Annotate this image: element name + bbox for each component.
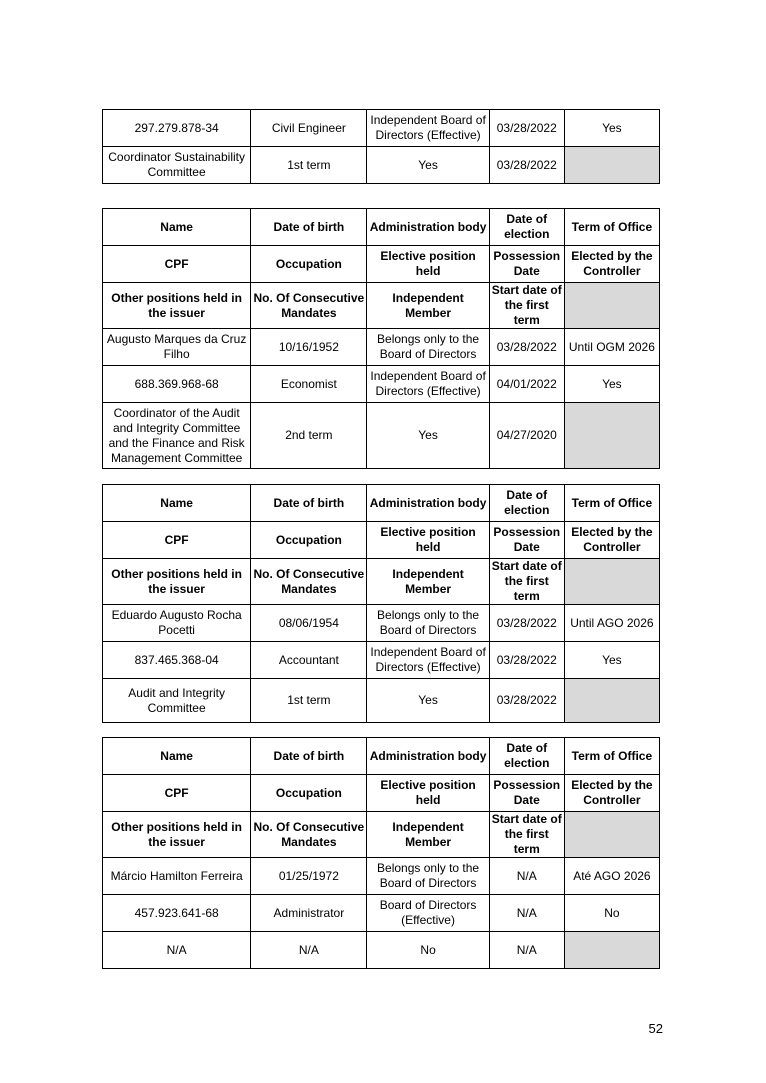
empty-gray-cell: [564, 812, 659, 858]
table-row: [103, 366, 660, 403]
administration-body-cell: Belongs only to the Board of Directors: [367, 858, 489, 895]
mandates-cell: 2nd term: [251, 403, 367, 469]
cpf-cell: 457.923.641-68: [103, 895, 251, 932]
date-of-election-cell: 03/28/2022: [489, 605, 564, 642]
name-cell: Eduardo Augusto Rocha Pocetti: [103, 605, 251, 642]
header-independent-member: Independent Member: [367, 559, 489, 605]
header-name: Name: [103, 485, 251, 522]
board-member-table-3: [102, 484, 660, 723]
header-elected-by-controller: Elected by the Controller: [564, 522, 659, 559]
start-date-cell: N/A: [489, 932, 564, 969]
board-member-table-4: [102, 737, 660, 969]
header-term-of-office: Term of Office: [564, 738, 659, 775]
header-consecutive-mandates: No. Of Consecutive Mandates: [251, 812, 367, 858]
date-of-election-cell: N/A: [489, 858, 564, 895]
date-of-birth-cell: 01/25/1972: [251, 858, 367, 895]
table-row: [103, 858, 660, 895]
cpf-cell: 688.369.968-68: [103, 366, 251, 403]
header-row: [103, 485, 660, 522]
administration-body-cell: Belongs only to the Board of Directors: [367, 605, 489, 642]
board-member-table-2: [102, 208, 660, 469]
header-independent-member: Independent Member: [367, 283, 489, 329]
date-of-birth-cell: 10/16/1952: [251, 329, 367, 366]
header-cpf: CPF: [103, 775, 251, 812]
header-start-date: Start date of the first term: [489, 283, 564, 329]
elected-by-controller-cell: Yes: [564, 642, 659, 679]
header-date-of-birth: Date of birth: [251, 738, 367, 775]
header-date-of-birth: Date of birth: [251, 485, 367, 522]
header-possession-date: Possession Date: [489, 775, 564, 812]
header-date-of-election: Date of election: [489, 209, 564, 246]
term-of-office-cell: Até AGO 2026: [564, 858, 659, 895]
table-row: [103, 110, 660, 147]
elected-by-controller-cell: No: [564, 895, 659, 932]
possession-date-cell: 03/28/2022: [489, 642, 564, 679]
header-administration-body: Administration body: [367, 209, 489, 246]
header-elective-position: Elective position held: [367, 522, 489, 559]
empty-gray-cell: [564, 932, 659, 969]
occupation-cell: Administrator: [251, 895, 367, 932]
table-row: [103, 895, 660, 932]
position-cell: Independent Board of Directors (Effective): [367, 110, 489, 147]
empty-gray-cell: [564, 679, 659, 723]
occupation-cell: Civil Engineer: [251, 110, 367, 147]
occupation-cell: Economist: [251, 366, 367, 403]
table-row: [103, 932, 660, 969]
header-elected-by-controller: Elected by the Controller: [564, 246, 659, 283]
page-number: 52: [648, 1021, 663, 1036]
header-occupation: Occupation: [251, 246, 367, 283]
board-member-table-1: [102, 109, 660, 184]
date-of-birth-cell: 08/06/1954: [251, 605, 367, 642]
header-name: Name: [103, 738, 251, 775]
start-date-cell: 03/28/2022: [489, 679, 564, 723]
name-cell: Augusto Marques da Cruz Filho: [103, 329, 251, 366]
header-other-positions: Other positions held in the issuer: [103, 283, 251, 329]
table-row: [103, 642, 660, 679]
independent-member-cell: Yes: [367, 679, 489, 723]
other-positions-cell: Audit and Integrity Committee: [103, 679, 251, 723]
other-positions-cell: N/A: [103, 932, 251, 969]
empty-gray-cell: [564, 403, 659, 469]
position-cell: Independent Board of Directors (Effective): [367, 366, 489, 403]
header-term-of-office: Term of Office: [564, 209, 659, 246]
header-consecutive-mandates: No. Of Consecutive Mandates: [251, 559, 367, 605]
start-date-cell: 03/28/2022: [489, 147, 564, 184]
independent-member-cell: No: [367, 932, 489, 969]
header-elected-by-controller: Elected by the Controller: [564, 775, 659, 812]
header-independent-member: Independent Member: [367, 812, 489, 858]
cpf-cell: 297.279.878-34: [103, 110, 251, 147]
header-elective-position: Elective position held: [367, 775, 489, 812]
header-start-date: Start date of the first term: [489, 812, 564, 858]
header-date-of-election: Date of election: [489, 738, 564, 775]
occupation-cell: Accountant: [251, 642, 367, 679]
table-row: [103, 605, 660, 642]
administration-body-cell: Belongs only to the Board of Directors: [367, 329, 489, 366]
header-term-of-office: Term of Office: [564, 485, 659, 522]
other-positions-cell: Coordinator Sustainability Committee: [103, 147, 251, 184]
header-row: [103, 209, 660, 246]
empty-gray-cell: [564, 283, 659, 329]
header-elective-position: Elective position held: [367, 246, 489, 283]
term-of-office-cell: Until AGO 2026: [564, 605, 659, 642]
header-other-positions: Other positions held in the issuer: [103, 559, 251, 605]
table-row: [103, 147, 660, 184]
name-cell: Márcio Hamilton Ferreira: [103, 858, 251, 895]
mandates-cell: N/A: [251, 932, 367, 969]
header-possession-date: Possession Date: [489, 522, 564, 559]
possession-date-cell: N/A: [489, 895, 564, 932]
term-of-office-cell: Until OGM 2026: [564, 329, 659, 366]
empty-gray-cell: [564, 147, 659, 184]
header-row: [103, 246, 660, 283]
date-of-election-cell: 03/28/2022: [489, 329, 564, 366]
header-consecutive-mandates: No. Of Consecutive Mandates: [251, 283, 367, 329]
header-date-of-election: Date of election: [489, 485, 564, 522]
header-row: [103, 812, 660, 858]
header-cpf: CPF: [103, 522, 251, 559]
position-cell: Board of Directors (Effective): [367, 895, 489, 932]
header-occupation: Occupation: [251, 775, 367, 812]
table-row: [103, 329, 660, 366]
mandates-cell: 1st term: [251, 679, 367, 723]
cpf-cell: 837.465.368-04: [103, 642, 251, 679]
mandates-cell: 1st term: [251, 147, 367, 184]
header-other-positions: Other positions held in the issuer: [103, 812, 251, 858]
header-row: [103, 559, 660, 605]
elected-by-controller-cell: Yes: [564, 110, 659, 147]
possession-date-cell: 04/01/2022: [489, 366, 564, 403]
independent-member-cell: Yes: [367, 147, 489, 184]
table-row: [103, 679, 660, 723]
header-row: [103, 522, 660, 559]
independent-member-cell: Yes: [367, 403, 489, 469]
header-name: Name: [103, 209, 251, 246]
header-administration-body: Administration body: [367, 738, 489, 775]
header-occupation: Occupation: [251, 522, 367, 559]
possession-date-cell: 03/28/2022: [489, 110, 564, 147]
position-cell: Independent Board of Directors (Effective): [367, 642, 489, 679]
header-date-of-birth: Date of birth: [251, 209, 367, 246]
header-row: [103, 283, 660, 329]
header-possession-date: Possession Date: [489, 246, 564, 283]
header-row: [103, 738, 660, 775]
header-start-date: Start date of the first term: [489, 559, 564, 605]
header-administration-body: Administration body: [367, 485, 489, 522]
table-row: [103, 403, 660, 469]
elected-by-controller-cell: Yes: [564, 366, 659, 403]
other-positions-cell: Coordinator of the Audit and Integrity Committee and the Finance and Risk Management Committee: [103, 403, 251, 469]
header-row: [103, 775, 660, 812]
header-cpf: CPF: [103, 246, 251, 283]
start-date-cell: 04/27/2020: [489, 403, 564, 469]
empty-gray-cell: [564, 559, 659, 605]
